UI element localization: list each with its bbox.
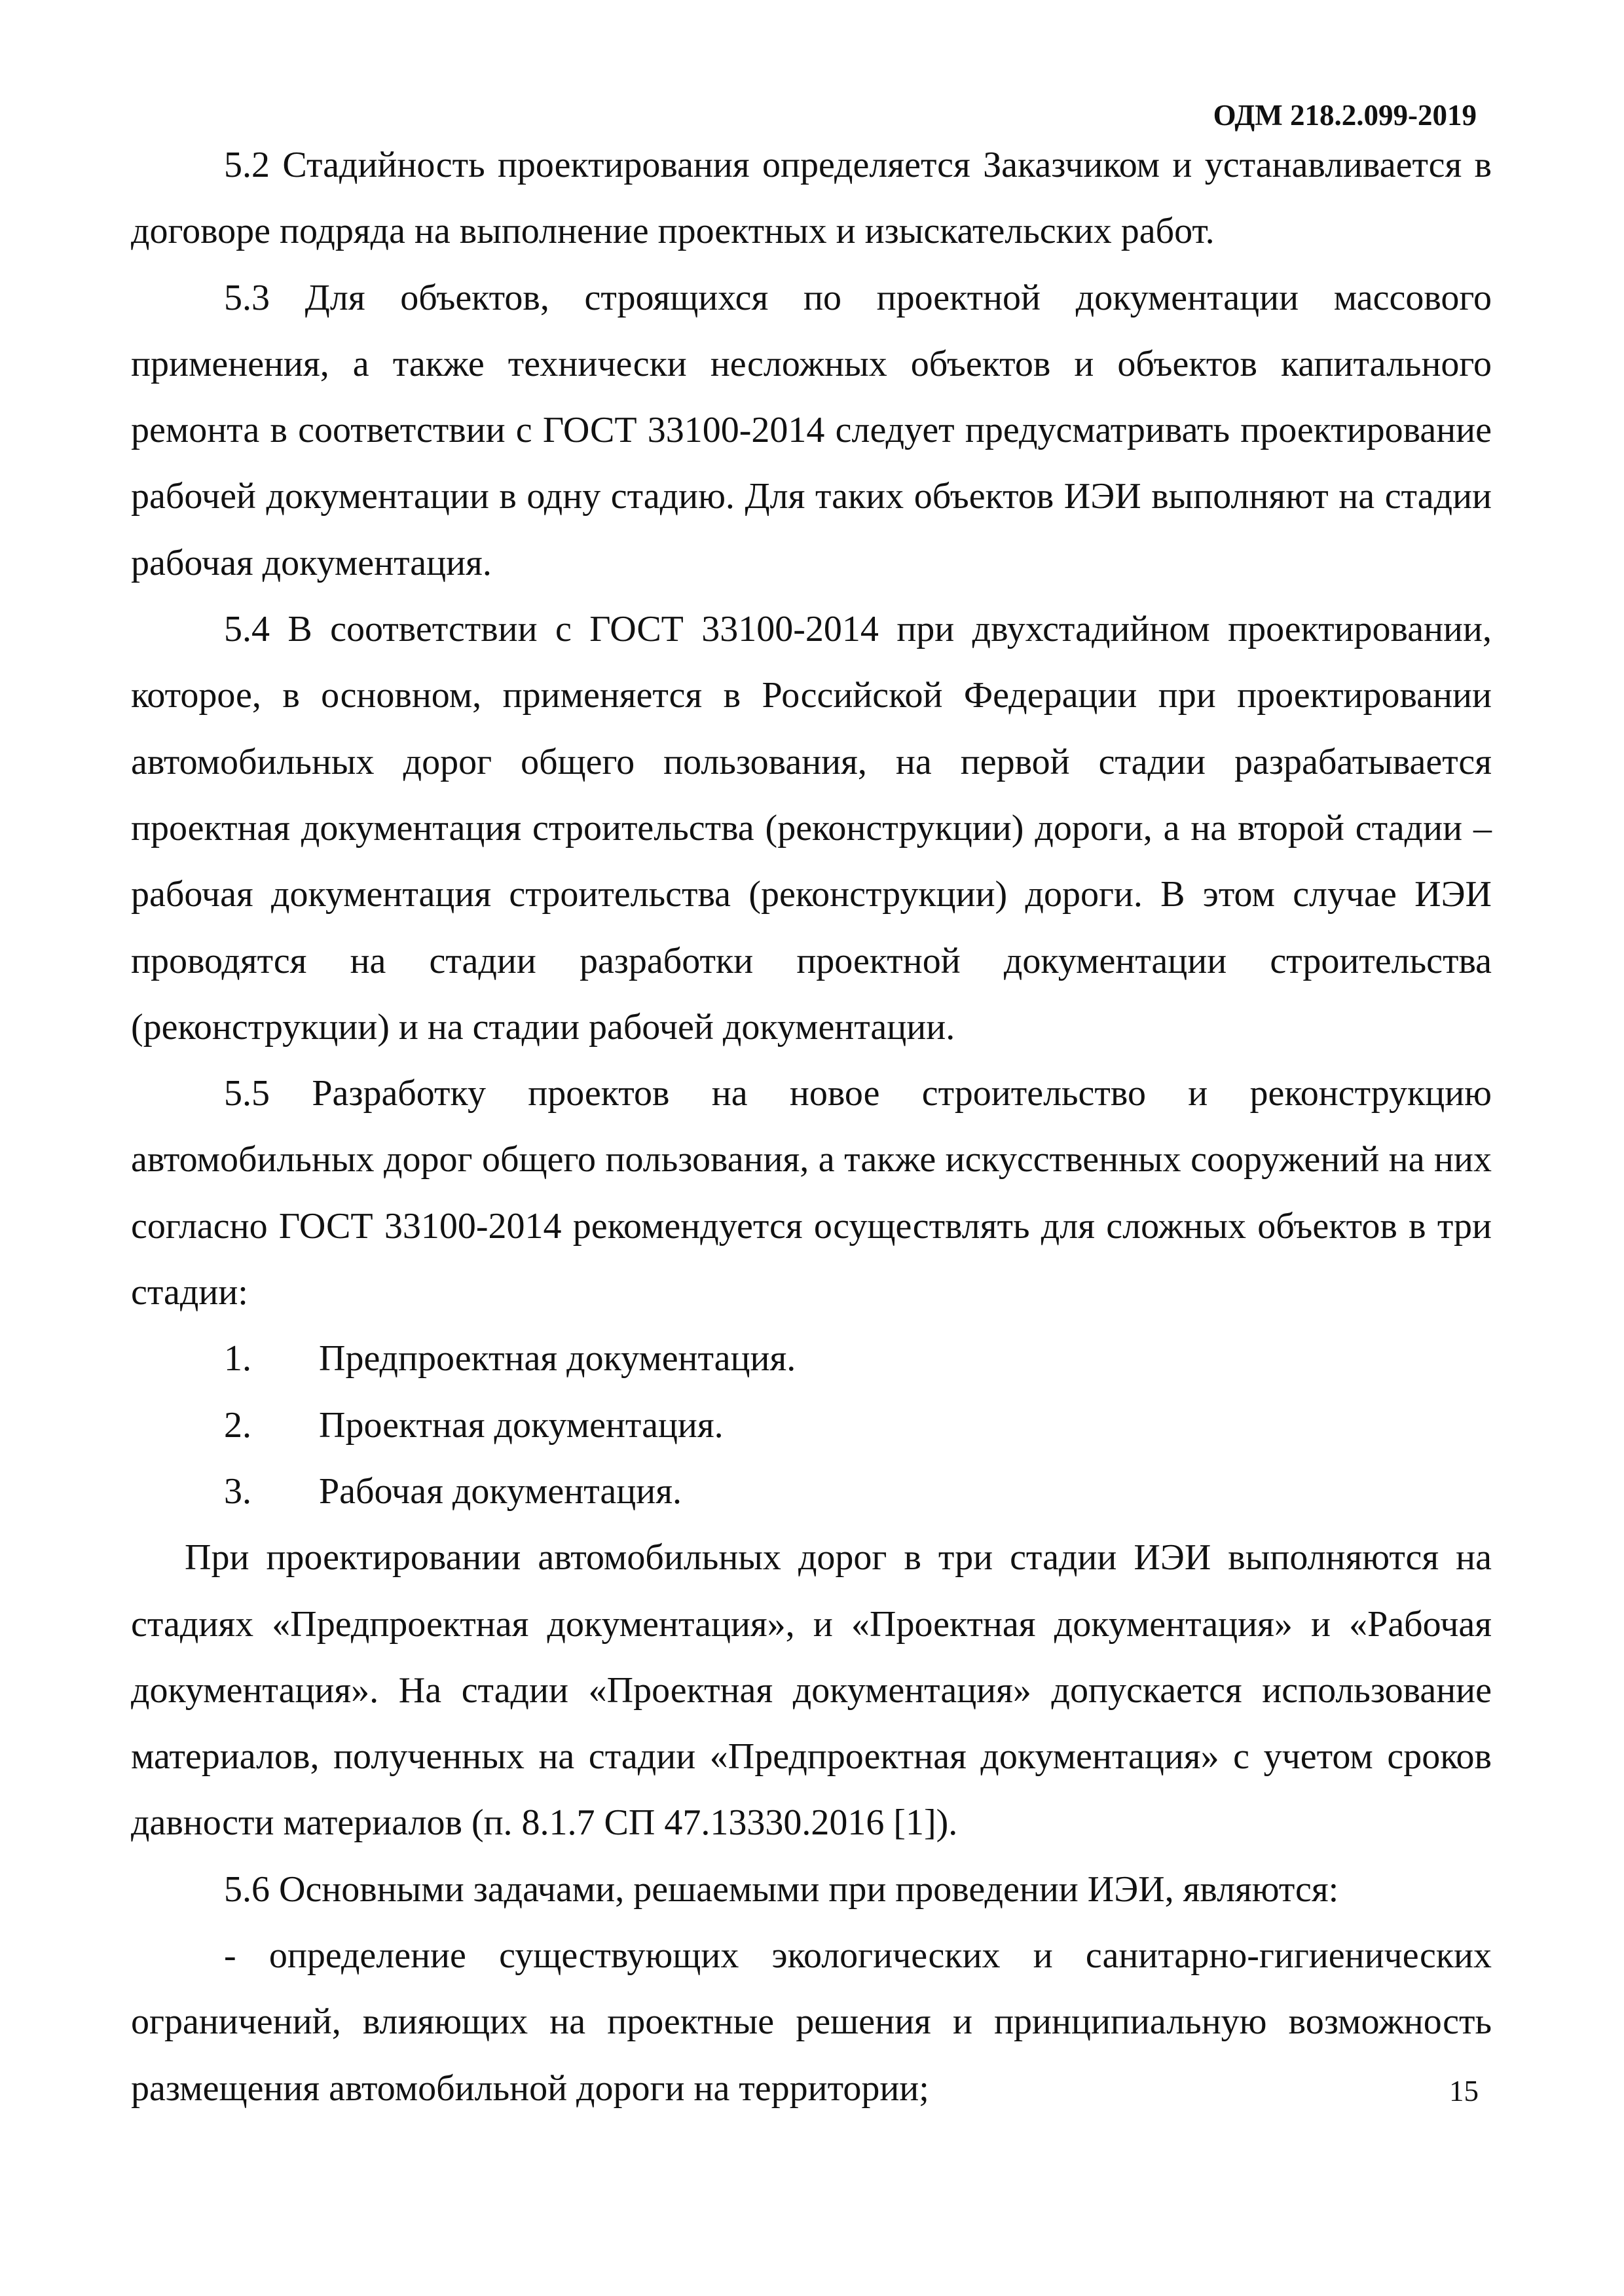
list-item-text: Рабочая документация. [319, 1470, 682, 1512]
paragraph-5-5: 5.5 Разработку проектов на новое строительство и реконструкцию автомобильных дорог общего пользования, а также искусственных сооружений на них согласно ГОСТ 33100-2014 рекомендуется осуществлять для сложных объектов в три стадии: [131, 1073, 1492, 1313]
paragraph-5-3: 5.3 Для объектов, строящихся по проектной документации массового применения, а также технически несложных объектов и объектов капитального ремонта в соответствии с ГОСТ 33100-2014 следует предусматривать проектирование рабочей документации в одну стадию. Для таких объектов ИЭИ выполняют на стадии рабочая документация. [131, 277, 1492, 583]
paragraph-5-2: 5.2 Стадийность проектирования определяется Заказчиком и устанавливается в договоре подряда на выполнение проектных и изыскательских работ. [131, 145, 1492, 252]
paragraph-5-4: 5.4 В соответствии с ГОСТ 33100-2014 при двухстадийном проектировании, которое, в основном, применяется в Российской Федерации при проектировании автомобильных дорог общего пользования, на первой стадии разрабатывается проектная документация строительства (реконструкции) дороги, а на второй стадии – рабочая документация строительства (реконструкции) дороги. В этом случае ИЭИ проводятся на стадии разработки проектной документации строительства (реконструкции) и на стадии рабочей документации. [131, 609, 1492, 1048]
list-item [131, 1459, 1492, 1525]
document-code-header: ОДМ 218.2.099-2019 [1213, 99, 1477, 132]
list-item-number: 3. [224, 1470, 251, 1512]
list-item-text: Проектная документация. [319, 1404, 724, 1446]
paragraph-three-stage: При проектировании автомобильных дорог в три стадии ИЭИ выполняются на стадиях «Предпроектная документация», и «Проектная документация» и «Рабочая документация». На стадии «Проектная документация» допускается использование материалов, полученных на стадии «Предпроектная документация» с учетом сроков давности материалов (п. 8.1.7 СП 47.13330.2016 [1]). [131, 1537, 1492, 1844]
list-item-number: 2. [224, 1404, 251, 1446]
document-body [131, 132, 1492, 2122]
list-item [131, 1393, 1492, 1459]
paragraph-task-1: - определение существующих экологических и санитарно-гигиенических ограничений, влияющих на проектные решения и принципиальную возможность размещения автомобильной дороги на территории; [131, 1935, 1492, 2109]
list-item-text: Предпроектная документация. [319, 1338, 796, 1379]
page-number: 15 [1449, 2075, 1479, 2107]
list-item-number: 1. [224, 1338, 251, 1379]
paragraph-5-6: 5.6 Основными задачами, решаемыми при проведении ИЭИ, являются: [224, 1868, 1339, 1910]
list-item [131, 1326, 1492, 1392]
